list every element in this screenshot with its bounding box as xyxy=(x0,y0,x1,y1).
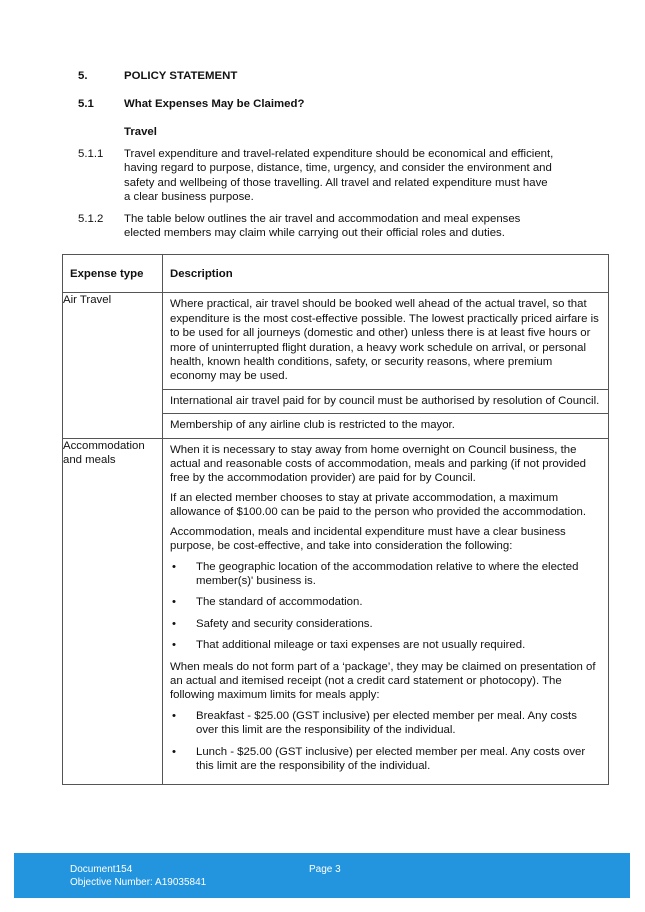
footer-objective-number: Objective Number: A19035841 xyxy=(70,876,207,888)
international-travel-text: International air travel paid for by council must be authorised by resolution of Council. xyxy=(170,394,600,407)
list-item xyxy=(170,745,601,774)
consideration-list xyxy=(170,560,601,653)
paragraph-text: The table below outlines the air travel and accommodation and meal expenses elected members may claim while carrying out their official roles and duties. xyxy=(124,213,521,240)
subsection-title: What Expenses May be Claimed? xyxy=(124,98,305,110)
air-travel-type: Air Travel xyxy=(63,293,163,438)
footer-page-number: Page 3 xyxy=(309,864,341,875)
accommodation-type: Accommodation and meals xyxy=(63,438,163,785)
air-travel-cell xyxy=(163,293,609,389)
header-description-label: Description xyxy=(170,268,233,280)
list-item-text: Lunch - $25.00 (GST inclusive) per elected member per meal. Any costs over this limit are the responsibility of the individual. xyxy=(196,745,586,772)
accommodation-paragraph: When meals do not form part of a ‘package’, they may be claimed on presentation of an actual and itemised receipt (not a credit card statement or photocopy). The following maximum limits for meals apply: xyxy=(170,660,596,702)
accommodation-cell xyxy=(163,438,609,785)
table-header-row xyxy=(63,255,609,293)
subsection-number: 5.1 xyxy=(78,98,94,110)
bullet-icon: • xyxy=(172,617,176,630)
section-title: POLICY STATEMENT xyxy=(124,70,238,82)
list-item xyxy=(170,617,601,631)
table-row xyxy=(63,438,609,785)
list-item-text: That additional mileage or taxi expenses are not usually required. xyxy=(196,639,526,652)
footer-document: Document154 xyxy=(70,864,133,875)
bullet-icon: • xyxy=(172,596,176,609)
header-expense-type-label: Expense type xyxy=(70,268,144,280)
list-item-text: The geographic location of the accommodation relative to where the elected member(s)' business is. xyxy=(196,560,579,587)
meal-limit-list xyxy=(170,709,601,774)
paragraph-text: Travel expenditure and travel-related expenditure should be economical and efficient, having regard to purpose, distance, time, urgency, and consider the environment and safety and wellbeing of those travelling. All travel and related expenditure must have a clear business purpose. xyxy=(124,148,554,204)
air-travel-cell xyxy=(163,389,609,413)
list-item xyxy=(170,709,601,738)
list-item-text: Breakfast - $25.00 (GST inclusive) per elected member per meal. Any costs over this limit are the responsibility of the individual. xyxy=(196,709,577,737)
expense-table xyxy=(62,254,609,785)
accommodation-paragraph: If an elected member chooses to stay at private accommodation, a maximum allowance of $100.00 can be paid to the person who provided the accommodation. xyxy=(170,491,587,519)
table-row xyxy=(63,293,609,389)
air-travel-cell xyxy=(163,414,609,438)
bullet-icon: • xyxy=(172,560,176,573)
section-number: 5. xyxy=(78,70,88,82)
list-item xyxy=(170,595,601,609)
paragraph-number: 5.1.1 xyxy=(78,148,104,160)
accommodation-paragraph: Accommodation, meals and incidental expenditure must have a clear business purpose, be cost-effective, and take into consideration the following: xyxy=(170,525,566,553)
header-expense-type xyxy=(63,255,163,293)
list-item-text: Safety and security considerations. xyxy=(196,617,373,630)
air-travel-text: Where practical, air travel should be booked well ahead of the actual travel, so that expenditure is the most cost-effective possible. The lowest practically priced airfare is to be used for all journeys (domestic and other) unless there is at least five hours or more of uninterrupted flight duration, a heavy work schedule on arrival, or personal health, known health conditions, safety, or security reasons, where premium economy may be used. xyxy=(170,298,599,383)
list-item-text: The standard of accommodation. xyxy=(196,596,363,609)
bullet-icon: • xyxy=(172,709,176,722)
paragraph-number: 5.1.2 xyxy=(78,213,104,225)
travel-heading: Travel xyxy=(124,126,157,138)
bullet-icon: • xyxy=(172,745,176,758)
page-footer xyxy=(14,853,630,898)
header-description xyxy=(163,255,609,293)
bullet-icon: • xyxy=(172,639,176,652)
accommodation-paragraph: When it is necessary to stay away from home overnight on Council business, the actual and reasonable costs of accommodation, meals and parking (if not provided free by the accommodation provider) are paid for by Council. xyxy=(170,443,586,485)
airline-club-text: Membership of any airline club is restricted to the mayor. xyxy=(170,419,455,432)
list-item xyxy=(170,638,601,652)
list-item xyxy=(170,560,601,589)
